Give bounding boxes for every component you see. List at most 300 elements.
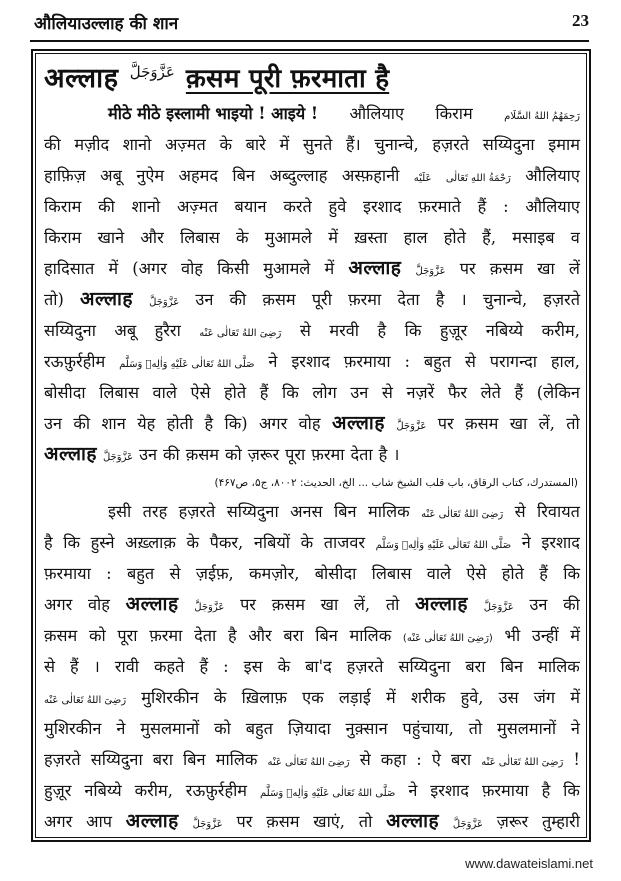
word: खाएं, [313, 812, 345, 831]
word: होते [501, 564, 524, 583]
word: : [106, 564, 112, 583]
word: से [44, 657, 56, 676]
word: ! [573, 750, 580, 769]
word: खा [537, 259, 555, 278]
word: बरा [450, 750, 472, 769]
word: को [225, 445, 242, 464]
word: होते [224, 383, 247, 402]
word: कि) [224, 414, 248, 433]
word: सय्यिदुना [90, 750, 143, 769]
word: तो [566, 414, 580, 433]
word: खा [509, 414, 528, 433]
word: की [163, 445, 180, 464]
word: की [229, 290, 247, 309]
word: अबू [100, 166, 122, 185]
word: को [214, 719, 231, 738]
word: : [404, 352, 410, 371]
word: लड़ाई [338, 688, 371, 707]
word: ज़रूर [496, 812, 529, 831]
word: । [93, 657, 100, 676]
word: अख़्लाक़ [125, 533, 176, 552]
word: के [186, 533, 199, 552]
word: उस [498, 688, 519, 707]
word: रावी [114, 657, 139, 676]
arabic-honorific: عَزَّوَجَلَّ [192, 819, 223, 830]
word: तो [468, 719, 483, 738]
word: बहुत [245, 719, 273, 738]
word: मुसलमानों [497, 719, 557, 738]
text-line [44, 558, 580, 589]
word: ख़स्ता [354, 228, 388, 247]
text-line [44, 191, 580, 222]
word: कि [63, 533, 80, 552]
word: । [393, 445, 400, 464]
word: से [514, 502, 526, 521]
word: पूरा [117, 626, 138, 645]
word: देता [397, 290, 420, 309]
arabic-honorific: عَزَّوَجَلَّ [452, 819, 483, 830]
arabic-honorific: رَضِىَ اللهُ تَعَالٰى عَنْه [44, 695, 127, 706]
word: में [570, 688, 580, 707]
word: । [460, 290, 467, 309]
word: येह [137, 414, 156, 433]
word: में [324, 259, 335, 278]
allah-word: अल्लाह [125, 593, 179, 615]
word: अबू [114, 321, 137, 340]
word: कहा [380, 750, 407, 769]
word: बयान [234, 197, 267, 216]
arabic-honorific: صَلَّى اللهُ تَعَالٰى عَلَيْهِ وَاٰلِهٖ وَسَلَّم [119, 359, 255, 370]
header-rule [30, 40, 589, 42]
word: अज़्मत [164, 135, 206, 154]
word: हाफ़िज़ [44, 166, 86, 185]
word: नबियों [253, 533, 291, 552]
word: हज़रते [543, 290, 580, 309]
word: हज़रते [346, 657, 384, 676]
word: मालिक [367, 502, 410, 521]
word: बरा [152, 750, 173, 769]
word: पर [437, 414, 454, 433]
word: में [279, 135, 290, 154]
text-frame-inner [35, 53, 587, 838]
word: और [248, 626, 272, 645]
word: के [219, 135, 232, 154]
text-line [44, 744, 580, 775]
word: देता [350, 445, 373, 464]
word: मुआमले [263, 259, 311, 278]
word: तो [358, 812, 373, 831]
text-line [44, 806, 580, 837]
word: शान [101, 414, 126, 433]
word: किराम [44, 197, 82, 216]
word: बहुत [126, 564, 155, 583]
word: हैं [514, 383, 524, 402]
word: पहुंचाया, [402, 719, 454, 738]
word: पर [240, 595, 256, 614]
word: ज़ईफ़, [195, 564, 234, 583]
word: : [416, 750, 422, 769]
allah-word: अल्लाह [386, 810, 440, 832]
word: लिबास [180, 228, 220, 247]
word: क़सम [262, 290, 296, 309]
word: कि [563, 781, 580, 800]
word: सय्यिदुना [398, 657, 451, 676]
word: चुनान्चे, [374, 135, 419, 154]
word: होती [166, 414, 194, 433]
body-text [44, 98, 580, 837]
word: इरशाद [291, 352, 330, 371]
arabic-honorific: عَزَّوَجَلَّ [396, 421, 427, 432]
word: अनस [290, 502, 323, 521]
word: में [570, 626, 580, 645]
word: अगर [258, 414, 288, 433]
word: है [377, 321, 387, 340]
word: की [73, 414, 91, 433]
word: से [381, 383, 393, 402]
word: लें [568, 259, 580, 278]
word: किराम [435, 104, 473, 123]
word: कि [563, 564, 580, 583]
arabic-honorific: رَحِمَهُمُ اللهُ السَّلَام [504, 111, 580, 122]
word: अगर [44, 595, 73, 614]
arabic-honorific: رَضِىَ اللهُ تَعَالٰى عَنْه [267, 757, 350, 768]
word: वोह [298, 414, 321, 433]
word: की [44, 135, 61, 154]
text-line [44, 408, 580, 439]
website-url: www.dawateislami.net [465, 856, 593, 871]
word: ऐ [431, 750, 441, 769]
word: सय्यिदुना [226, 502, 279, 521]
word: हुस्ने [90, 533, 115, 552]
word: के [300, 533, 314, 552]
word: आप [86, 812, 112, 831]
page-header [30, 8, 589, 42]
word: शानो [131, 197, 161, 216]
word: अगर [44, 812, 73, 831]
word: बोसीदा [314, 564, 357, 583]
word: वाले [152, 383, 177, 402]
word: लिबास [99, 383, 139, 402]
word: मालिक [215, 750, 258, 769]
heading-honorific: عَزَّوَجَلَّ [129, 63, 175, 82]
word: नबिय्ये [84, 781, 122, 800]
word: क़सम [44, 626, 78, 645]
word: पूरा [285, 445, 306, 464]
word: लोग [312, 383, 337, 402]
word: ने [521, 533, 531, 552]
word: शानो [122, 135, 152, 154]
word: है [541, 781, 551, 800]
arabic-honorific: صَلَّى اللهُ تَعَالٰى عَلَيْهِ وَاٰلِهٖ وَسَلَّم [375, 540, 512, 551]
word: हज़रते [44, 750, 81, 769]
allah-word: अल्लाह [125, 810, 179, 832]
text-line [44, 315, 580, 346]
word: फैर [447, 383, 468, 402]
word: करीम, [541, 321, 580, 340]
word: हैं [70, 657, 79, 676]
word: क़सम [465, 414, 499, 433]
word: फ़रमा [311, 445, 345, 464]
word: पर [459, 259, 476, 278]
word: फ़रमाया [343, 352, 391, 371]
word: वाले [426, 564, 452, 583]
word: करीम, [134, 781, 173, 800]
word: इरशाद [541, 533, 580, 552]
word: उन [44, 414, 62, 433]
word: हादिसात [44, 259, 95, 278]
word: फ़रमाया [481, 781, 529, 800]
word: औलियाए [525, 166, 580, 185]
word: मुआमले [264, 228, 312, 247]
word: ताजवर [323, 533, 366, 552]
word: ऐसे [466, 564, 487, 583]
allah-word: अल्लाह [80, 288, 133, 310]
word: किसी [217, 259, 250, 278]
text-line [44, 377, 580, 408]
arabic-honorific: عَزَّوَجَلَّ [194, 602, 225, 613]
word: ज़रूर [247, 445, 280, 464]
word: फ़रमाया [44, 564, 91, 583]
word: नुऐम [136, 166, 165, 185]
word: से [359, 750, 371, 769]
word: की [563, 595, 580, 614]
text-line [44, 496, 580, 527]
word: सुनते [302, 135, 333, 154]
word: कहते [154, 657, 185, 676]
hadith-reference: (المستدرك، كتاب الرقاق، باب قلب الشيخ شاب ... الخ، الحديث: ۸۰۰۲، ج۵، ص۴۶۷) [214, 477, 578, 489]
word: बिन [500, 657, 524, 676]
word: बोसीदा [44, 383, 86, 402]
word: को [88, 626, 106, 645]
word: रऊफ़ुर्रहीम [185, 781, 248, 800]
arabic-honorific: عَلَيْه [413, 173, 432, 184]
word: (अगर [132, 259, 167, 278]
text-line [44, 222, 580, 253]
word: में [328, 228, 338, 247]
word: भी [504, 626, 521, 645]
word: मुशिरकीन [141, 688, 199, 707]
text-line [44, 527, 580, 558]
word: हैं [539, 564, 548, 583]
word: क़सम [266, 812, 300, 831]
arabic-honorific: رَضِىَ اللهُ تَعَالٰى عَنْه [199, 328, 282, 339]
word: नुक़्सान [345, 719, 388, 738]
word: हैं। [345, 135, 361, 154]
word: शरीक [410, 688, 446, 707]
text-line [44, 439, 580, 470]
word: उन्हीं [531, 626, 559, 645]
word: हुवे, [460, 688, 484, 707]
arabic-honorific: عَزَّوَجَلَّ [102, 452, 134, 463]
word: है [435, 290, 445, 309]
word: औलियाए [525, 197, 580, 216]
arabic-honorific: عَزَّوَجَلَّ [415, 266, 446, 277]
word: परागन्दा [489, 352, 537, 371]
word: हैं [259, 383, 269, 402]
text-frame [31, 49, 591, 842]
word: ने [570, 719, 580, 738]
arabic-honorific: رَحْمَةُ اللهِ تَعَالٰى [445, 173, 511, 184]
word: बरा [283, 626, 304, 645]
word: के [236, 228, 249, 247]
word: मुसलमानों [140, 719, 200, 738]
word: देता [194, 626, 217, 645]
word: ने [116, 719, 126, 738]
word: अज़्मत [176, 197, 218, 216]
word: ज़ियादा [287, 719, 331, 738]
word: सय्यिदुना [482, 135, 535, 154]
word: ख़िलाफ़ [241, 688, 287, 707]
word: बिन [232, 166, 255, 185]
word: नबिय्ये [485, 321, 524, 340]
word: पर [236, 812, 253, 831]
word: की [98, 197, 115, 216]
word: के [213, 688, 227, 707]
word: है [227, 626, 237, 645]
text-line [44, 651, 580, 682]
text-line [44, 589, 580, 620]
word: कमज़ोर, [249, 564, 300, 583]
word: एक [302, 688, 324, 707]
text-line [44, 253, 580, 284]
word: हाल [403, 228, 428, 247]
word: में [386, 688, 396, 707]
word: मरवी [329, 321, 360, 340]
word: इरशाद [430, 781, 469, 800]
word: होते [443, 228, 466, 247]
word: के [277, 657, 291, 676]
word: रऊफ़ुर्रहीम [44, 352, 106, 371]
word: फ़रमा [149, 626, 183, 645]
word: लेते [480, 383, 501, 402]
word: तो) [44, 290, 64, 309]
word: कि [282, 383, 299, 402]
page-number: 23 [572, 11, 589, 30]
text-line [44, 620, 580, 651]
word: लें, [353, 595, 371, 614]
word: बिन [183, 750, 206, 769]
word: तरह [142, 502, 168, 521]
word: किराम [44, 228, 82, 247]
word: है [44, 533, 53, 552]
word: उन [350, 383, 369, 402]
allah-word: अल्लाह [348, 257, 402, 279]
word: औलियाए [349, 104, 405, 123]
word: इस [243, 657, 263, 676]
word: ने [268, 352, 278, 371]
text-line [44, 98, 580, 129]
word: बरा [465, 657, 486, 676]
word: उन [195, 290, 214, 309]
word: में [108, 259, 119, 278]
paragraph-2 [44, 496, 580, 837]
arabic-honorific: رَضِىَ اللهُ تَعَالٰى عَنْه [421, 509, 504, 520]
word: फ़रमा [348, 290, 382, 309]
word: वोह [87, 595, 110, 614]
word: है [204, 414, 214, 433]
text-line [44, 284, 580, 315]
word: अहमद [178, 166, 218, 185]
word: हज़रते [432, 135, 470, 154]
word: : [223, 657, 229, 676]
word: उन [139, 445, 158, 464]
text-line [44, 346, 580, 377]
word: और [140, 228, 164, 247]
word: बारे [245, 135, 266, 154]
word: इमाम [548, 135, 580, 154]
heading-allah: अल्लाह [44, 63, 119, 94]
word: मसाइब [512, 228, 555, 247]
word: बा'द [305, 657, 332, 676]
word: हैं [477, 197, 487, 216]
allah-word: अल्लाह [44, 443, 97, 465]
section-heading [44, 58, 389, 95]
word: मीठे मीठे इस्लामी भाइयो ! आइये ! [108, 104, 319, 123]
word: कि [404, 321, 422, 340]
word: लिबास [371, 564, 412, 583]
word: नज़रें [406, 383, 435, 402]
word: पैकर, [209, 533, 244, 552]
word: हैं, [482, 228, 496, 247]
word: बिन [333, 502, 357, 521]
word: हुज़ूर [44, 781, 72, 800]
heading-text: क़सम पूरी फ़रमाता है [185, 64, 390, 94]
text-line [44, 682, 580, 713]
paragraph-1 [44, 98, 580, 470]
word: ने [408, 781, 418, 800]
word: बहुत [423, 352, 452, 371]
word: व [570, 228, 580, 247]
word: सय्यिदुना [44, 321, 96, 340]
arabic-honorific: (رَضِىَ اللهُ تَعَالٰى عَنْه) [402, 633, 493, 644]
word: तुम्हारी [542, 812, 580, 831]
word: जंग [533, 688, 556, 707]
text-line [44, 160, 580, 191]
word: हज़रते [178, 502, 216, 521]
word: चुनान्चे, [482, 290, 528, 309]
word: क़सम [271, 595, 305, 614]
word: उन [529, 595, 548, 614]
word: से [169, 564, 181, 583]
word: मज़ीद [74, 135, 110, 154]
word: मालिक [349, 626, 392, 645]
word: क़सम [185, 445, 220, 464]
word: इसी [108, 502, 132, 521]
arabic-honorific: عَزَّوَجَلَّ [483, 602, 514, 613]
word: हुज़ूर [439, 321, 468, 340]
arabic-honorific: صَلَّى اللهُ تَعَالٰى عَلَيْهِ وَاٰلِهٖ وَسَلَّم [259, 788, 396, 799]
word: हुवे [328, 197, 347, 216]
word: हाल, [550, 352, 580, 371]
word: हुरैरा [154, 321, 181, 340]
arabic-honorific: رَضِىَ اللهُ تَعَالٰى عَنْه [481, 757, 564, 768]
word: अस्फ़हानी [341, 166, 400, 185]
word: मालिक [538, 657, 580, 676]
word: से [464, 352, 476, 371]
word: क़सम [489, 259, 524, 278]
word: है [378, 445, 388, 464]
word: हैं [199, 657, 209, 676]
word: पूरी [311, 290, 332, 309]
allah-word: अल्लाह [331, 412, 385, 434]
word: लें, [538, 414, 555, 433]
word: रिवायत [537, 502, 580, 521]
word: इरशाद [363, 197, 402, 216]
word: अब्दुल्लाह [269, 166, 328, 185]
word: खाने [97, 228, 125, 247]
text-line [44, 775, 580, 806]
running-title: औलियाउल्लाह की शान [34, 14, 179, 34]
